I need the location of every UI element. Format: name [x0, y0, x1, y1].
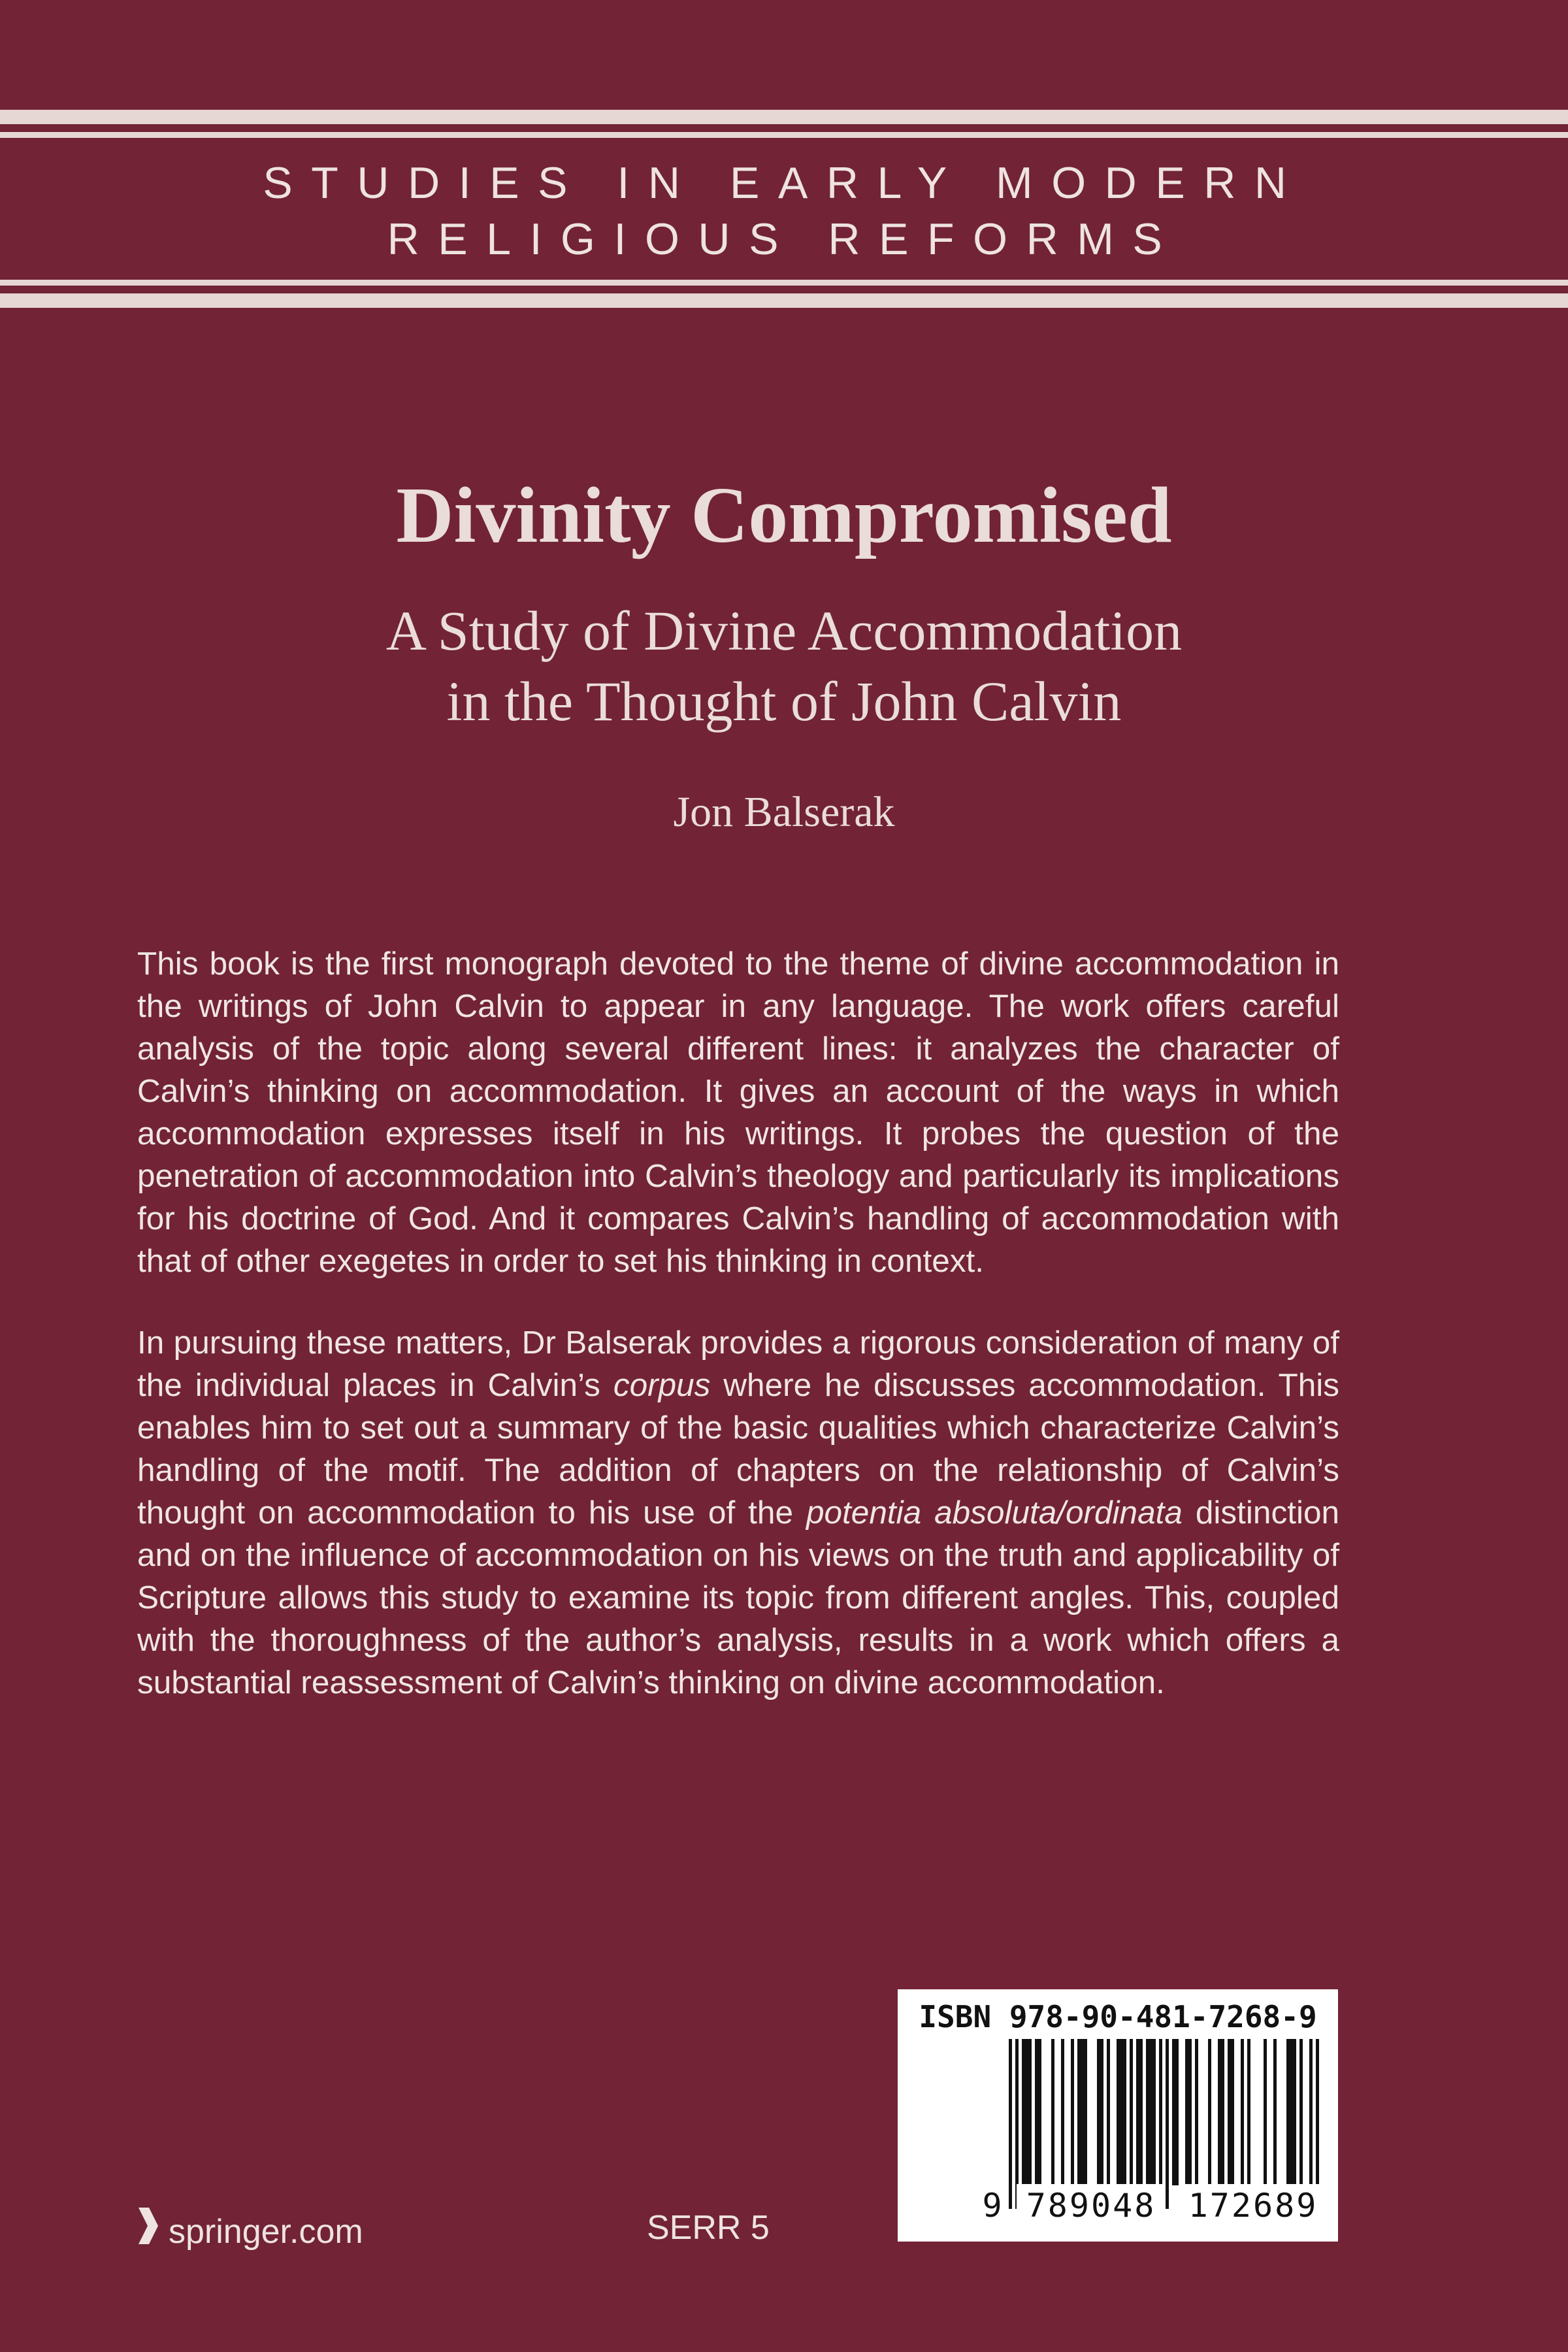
barcode-bar	[1228, 2039, 1231, 2185]
barcode-bar	[1247, 2039, 1250, 2185]
barcode-bar	[1208, 2039, 1211, 2185]
ean-left-group: 789048	[1017, 2184, 1166, 2227]
barcode-bar	[1172, 2039, 1175, 2185]
barcode-bar	[1123, 2039, 1126, 2185]
barcode-bar	[1146, 2039, 1149, 2185]
barcode-bar	[1077, 2039, 1081, 2185]
barcode-bar	[1117, 2039, 1120, 2185]
barcode-bar	[1038, 2039, 1041, 2185]
book-title: Divinity Compromised	[396, 471, 1172, 559]
top-rule-thin	[0, 132, 1568, 138]
barcode-bar	[1035, 2039, 1038, 2185]
barcode-bar	[1015, 2039, 1019, 2209]
barcode-bar	[1120, 2039, 1123, 2185]
barcode-bar	[1166, 2039, 1169, 2209]
barcode-bar	[1221, 2039, 1224, 2185]
mid-rule-thick	[0, 293, 1568, 308]
barcode-bar	[1159, 2039, 1162, 2209]
publisher-link[interactable]	[135, 2205, 363, 2259]
barcode-bar	[1299, 2039, 1303, 2185]
series-title-line-1: STUDIES IN EARLY MODERN	[263, 158, 1305, 208]
barcode-bar	[1241, 2039, 1244, 2185]
barcode-bar	[1107, 2039, 1110, 2185]
barcode-bar	[1130, 2039, 1133, 2185]
barcode-bar	[1175, 2039, 1179, 2185]
blurb-paragraph-2	[137, 1321, 1339, 1704]
isbn-label: ISBN 978-90-481-7268-9	[919, 1999, 1317, 2034]
barcode-bar	[1025, 2039, 1028, 2185]
barcode-bar	[1097, 2039, 1100, 2185]
barcode-bar	[1149, 2039, 1152, 2185]
barcode-bar	[1293, 2039, 1296, 2185]
mid-rule-thin	[0, 280, 1568, 286]
chevron-right-icon	[135, 2205, 161, 2259]
book-subtitle-line-2: in the Thought of John Calvin	[446, 670, 1122, 733]
series-title-line-2: RELIGIOUS REFORMS	[387, 214, 1181, 264]
barcode-bar	[1100, 2039, 1103, 2185]
blurb-italic-potentia: potentia absoluta/ordinata	[806, 1495, 1183, 1531]
book-author: Jon Balserak	[673, 788, 895, 836]
barcode-bar	[1139, 2039, 1143, 2185]
barcode-bar	[1084, 2039, 1087, 2185]
blurb-paragraph-1: This book is the first monograph devoted to the theme of divine accommodation in the writings of John Calvin to appear in any language. The work offers careful analysis of the topic along several different lines: it analyzes the character of Calvin’s thinking on accommodation. It gives an account of the ways in which accommodation expresses itself in his writings. It probes the question of the penetration of accommodation into Calvin’s theology and particularly its implications for his doctrine of God. And it compares Calvin’s handling of accommodation with that of other exegetes in order to set his thinking in context.	[137, 946, 1339, 1279]
top-rule-thick	[0, 110, 1568, 124]
isbn-barcode	[898, 1989, 1338, 2242]
ean-right-group: 172689	[1179, 2184, 1328, 2227]
barcode-bar	[1231, 2039, 1234, 2185]
barcode-bar	[1286, 2039, 1290, 2185]
barcode-bar	[1290, 2039, 1293, 2185]
blurb-paragraph-2-text-c: distinction and on the influence of accommodation on his views on the truth and applicability of Scripture allows this study to examine its topic from different angles. This, coupled with the thoroughness of the author’s analysis, results in a work which offers a substantial reassessment of Calvin’s thinking on divine accommodation.	[137, 1495, 1340, 1700]
barcode-bar	[1264, 2039, 1267, 2185]
barcode-bar	[1188, 2039, 1192, 2185]
barcode-bar	[1185, 2039, 1188, 2185]
blurb-paragraph-2-text-a: In pursuing these matters, Dr Balserak provides a rigorous consideration of many of the individual places in Calvin’s	[137, 1325, 1339, 1403]
barcode-bar	[1051, 2039, 1054, 2185]
publisher-url: springer.com	[169, 2213, 363, 2251]
barcode-bar	[1022, 2039, 1025, 2185]
book-subtitle-line-1: A Study of Divine Accommodation	[385, 599, 1183, 662]
ean-first-digit: 9	[982, 2187, 1004, 2225]
barcode-bar	[1009, 2039, 1012, 2209]
barcode-bar	[1028, 2039, 1032, 2185]
barcode-bar	[1218, 2039, 1221, 2185]
barcode-bar	[1071, 2039, 1074, 2185]
series-number: SERR 5	[647, 2209, 770, 2247]
barcode-bar	[1273, 2039, 1277, 2185]
barcode-bar	[1309, 2039, 1313, 2209]
barcode-bar	[1152, 2039, 1156, 2185]
barcode-bar	[1316, 2039, 1319, 2209]
barcode-bar	[1061, 2039, 1064, 2185]
blurb-paragraph-2-text-b: where he discusses accommodation. This enables him to set out a summary of the basic qualities which characterize Calvin’s handling of the motif. The addition of chapters on the relationship of Calvin’s thought on accommodation to his use of the	[137, 1367, 1339, 1531]
blurb-italic-corpus: corpus	[613, 1367, 711, 1403]
barcode-bar	[1136, 2039, 1139, 2185]
barcode-bar	[1195, 2039, 1198, 2185]
barcode-bar	[1081, 2039, 1084, 2185]
